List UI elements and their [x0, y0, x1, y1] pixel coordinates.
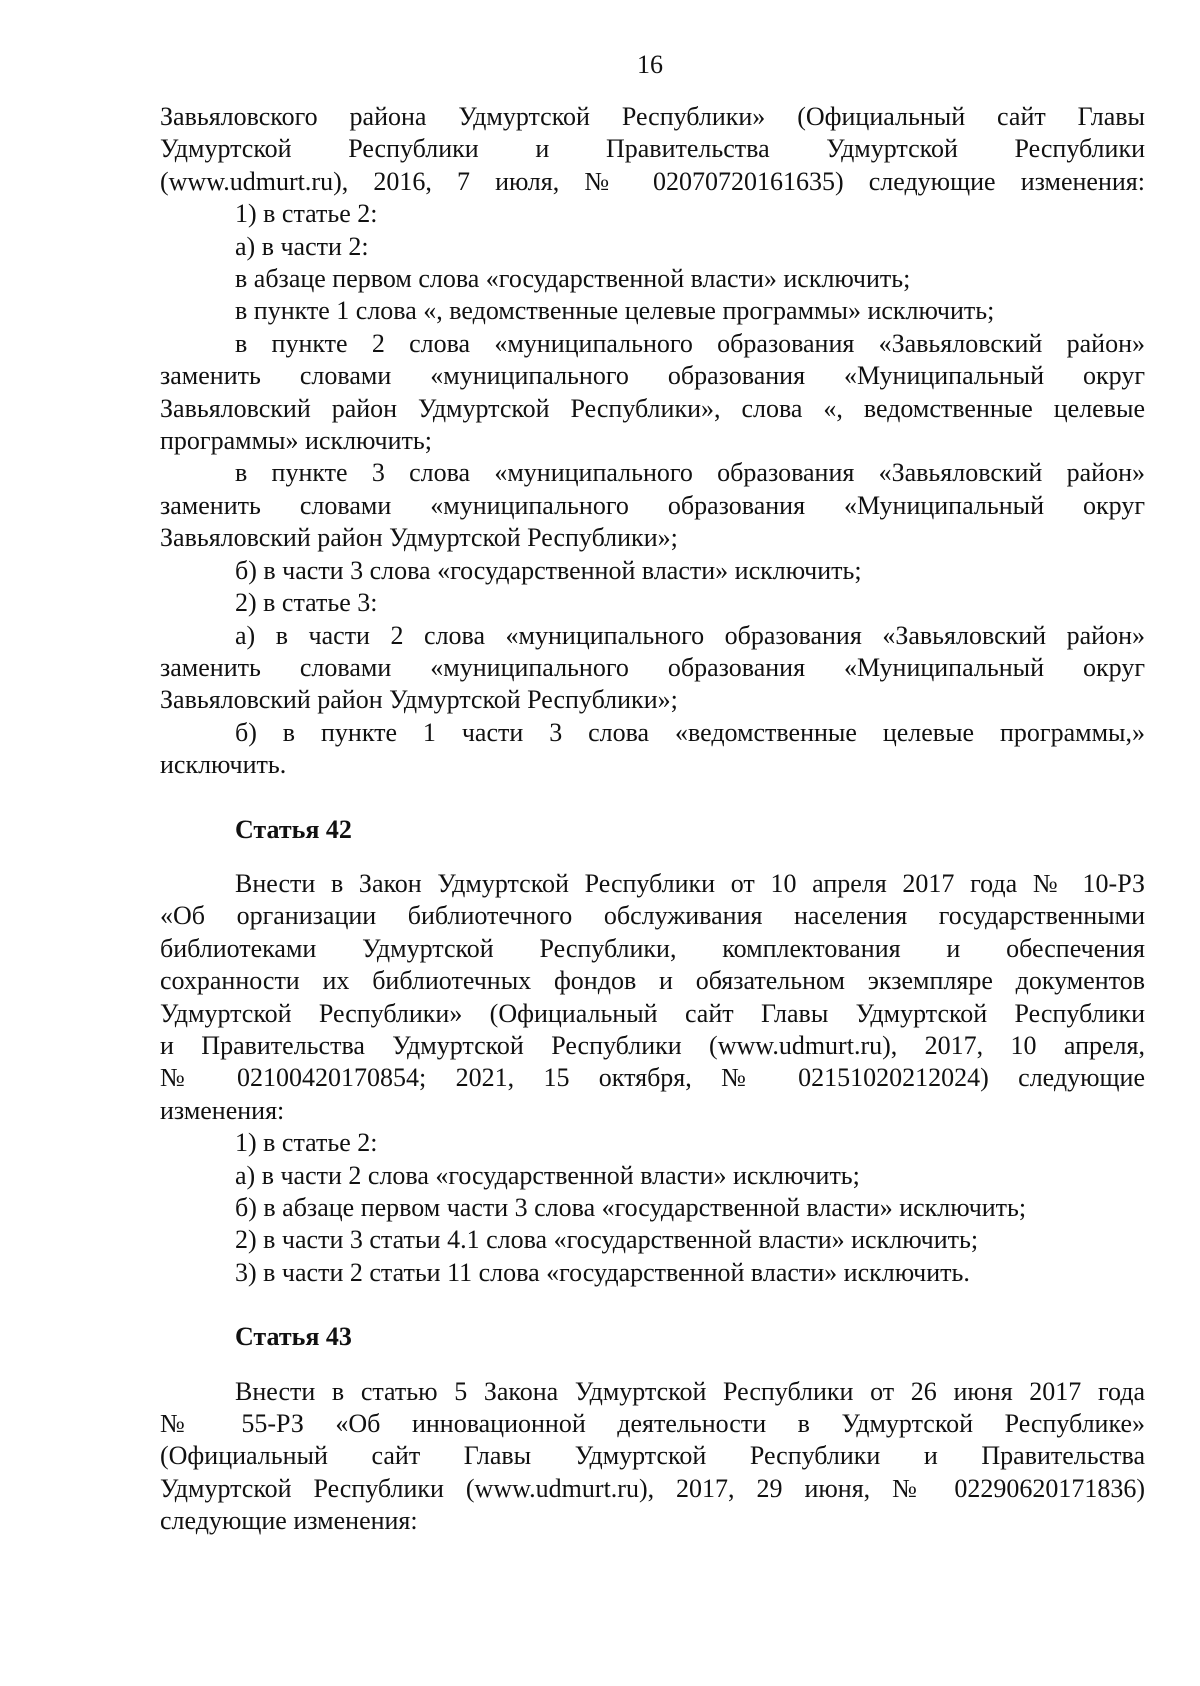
text-line: (www.udmurt.ru), 2016, 7 июля, № 02070720161635) следующие изменения: [160, 166, 1145, 196]
text-line: б) в части 3 слова «государственной власти» исключить; [235, 555, 862, 585]
text-line: библиотеками Удмуртской Республики, комплектования и обеспечения [160, 933, 1145, 963]
text-line: программы» исключить; [160, 426, 432, 456]
text-line: заменить словами «муниципального образования «Муниципальный округ [160, 361, 1145, 391]
text-line: в пункте 3 слова «муниципального образования «Завьяловский район» [235, 458, 1145, 488]
text-line: в пункте 2 слова «муниципального образования «Завьяловский район» [235, 328, 1145, 358]
page-number: 16 [637, 50, 663, 79]
text-line: (Официальный сайт Главы Удмуртской Республики и Правительства [160, 1441, 1145, 1471]
text-line: следующие изменения: [160, 1506, 418, 1536]
text-line: изменения: [160, 1095, 285, 1125]
block-amendments-article-41 [160, 101, 1145, 782]
text-line: в пункте 1 слова «, ведомственные целевые программы» исключить; [235, 296, 995, 326]
spacer [160, 782, 1145, 814]
article-heading: Статья 42 [235, 814, 352, 844]
text-line: Внести в Закон Удмуртской Республики от 10 апреля 2017 года № 10-РЗ [235, 868, 1145, 898]
text-line: а) в части 2: [235, 231, 369, 261]
text-line: 2) в статье 3: [235, 588, 378, 618]
text-line: 1) в статье 2: [235, 1128, 378, 1158]
text-line: б) в пункте 1 части 3 слова «ведомственные целевые программы,» [235, 717, 1145, 747]
text-line: исключить. [160, 750, 287, 780]
text-line: заменить словами «муниципального образования «Муниципальный округ [160, 652, 1145, 682]
article-heading: Статья 43 [235, 1322, 352, 1352]
text-line: Завьяловский район Удмуртской Республики», слова «, ведомственные целевые [160, 393, 1145, 423]
text-line: 2) в части 3 статьи 4.1 слова «государственной власти» исключить; [235, 1225, 979, 1255]
text-line: Внести в статью 5 Закона Удмуртской Республики от 26 июня 2017 года [235, 1376, 1145, 1406]
spacer [160, 1289, 1145, 1321]
text-line: Удмуртской Республики» (Официальный сайт Главы Удмуртской Республики [160, 998, 1145, 1028]
article-43 [160, 1321, 1145, 1537]
text-line: № 55-РЗ «Об инновационной деятельности в Удмуртской Республике» [160, 1409, 1145, 1439]
document-body [160, 101, 1145, 1538]
text-line: сохранности их библиотечных фондов и обязательном экземпляре документов [160, 966, 1145, 996]
spacer [160, 1354, 1145, 1376]
text-line: Удмуртской Республики (www.udmurt.ru), 2017, 29 июня, № 02290620171836) [160, 1473, 1145, 1503]
text-line: а) в части 2 слова «муниципального образования «Завьяловский район» [235, 620, 1145, 650]
text-line: № 02100420170854; 2021, 15 октября, № 02151020212024) следующие [160, 1063, 1145, 1093]
text-line: Удмуртской Республики и Правительства Удмуртской Республики [160, 134, 1145, 164]
text-line: б) в абзаце первом части 3 слова «государственной власти» исключить; [235, 1193, 1027, 1222]
text-line: 3) в части 2 статьи 11 слова «государственной власти» исключить. [235, 1257, 970, 1287]
text-line: а) в части 2 слова «государственной власти» исключить; [235, 1160, 860, 1190]
text-line: Завьяловский район Удмуртской Республики»; [160, 523, 678, 553]
spacer [160, 846, 1145, 868]
article-42 [160, 814, 1145, 1290]
text-line: «Об организации библиотечного обслуживания населения государственными [160, 901, 1145, 931]
text-line: и Правительства Удмуртской Республики (www.udmurt.ru), 2017, 10 апреля, [160, 1030, 1145, 1060]
text-line: 1) в статье 2: [235, 199, 378, 229]
text-line: Завьяловский район Удмуртской Республики»; [160, 685, 678, 715]
text-line: Завьяловского района Удмуртской Республики» (Официальный сайт Главы [160, 102, 1145, 131]
text-line: заменить словами «муниципального образования «Муниципальный округ [160, 490, 1145, 520]
text-line: в абзаце первом слова «государственной власти» исключить; [235, 264, 911, 294]
